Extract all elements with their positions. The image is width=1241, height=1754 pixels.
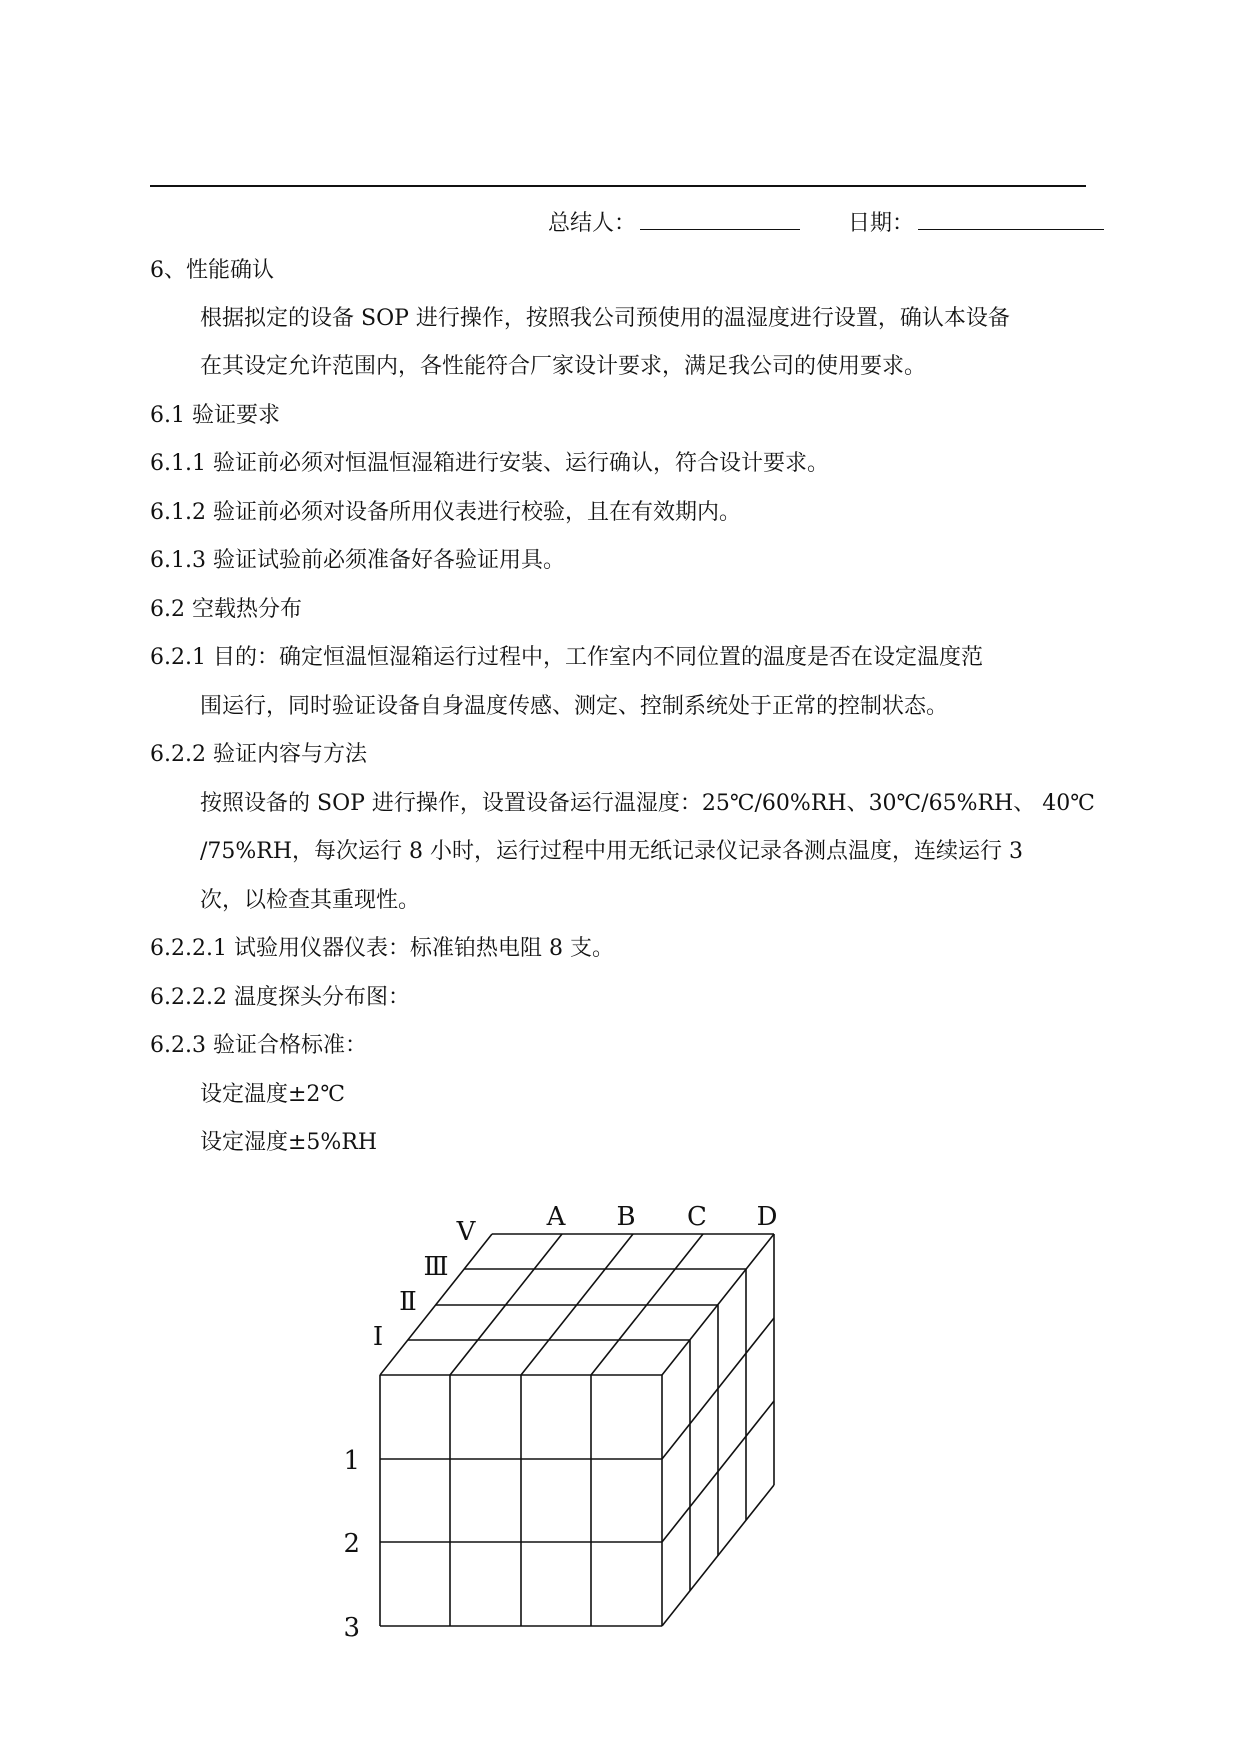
date-label: 日期：: [848, 211, 915, 236]
layer-labels: [373, 1217, 477, 1352]
cube-front-face: [380, 1375, 662, 1626]
item-6-1-1: 6.1.1 验证前必须对恒温恒湿箱进行安装、运行确认，符合设计要求。: [150, 451, 829, 476]
item-6-1-3: 6.1.3 验证试验前必须准备好各验证用具。: [150, 548, 565, 573]
paragraph-line: 根据拟定的设备 SOP 进行操作，按照我公司预使用的温湿度进行设置，确认本设备: [200, 306, 1010, 331]
criterion-temperature: 设定温度±2℃: [200, 1082, 346, 1107]
layer-label: Ⅲ: [423, 1252, 449, 1282]
column-label-b: B: [616, 1202, 636, 1232]
column-labels: [546, 1202, 778, 1232]
paragraph-line: /75%RH，每次运行 8 小时，运行过程中用无纸记录仪记录各测点温度，连续运行 3: [200, 839, 1024, 864]
row-label-1: 1: [343, 1446, 360, 1476]
column-label-c: C: [687, 1202, 707, 1232]
section-heading-6-1: 6.1 验证要求: [150, 403, 280, 428]
item-6-2-1: 6.2.1 目的：确定恒温恒湿箱运行过程中，工作室内不同位置的温度是否在设定温度范: [150, 645, 983, 670]
column-label-d: D: [756, 1202, 778, 1232]
criterion-humidity: 设定湿度±5%RH: [200, 1130, 378, 1155]
layer-label: Ⅰ: [372, 1322, 384, 1352]
item-6-1-2: 6.1.2 验证前必须对设备所用仪表进行校验，且在有效期内。: [150, 500, 741, 525]
header-rule: [150, 185, 1086, 187]
column-label-a: A: [546, 1202, 566, 1232]
date-signature: [848, 206, 1104, 237]
paragraph-line: 次，以检查其重现性。: [200, 888, 421, 913]
section-heading-6: 6、性能确认: [150, 258, 274, 283]
section-heading-6-2: 6.2 空载热分布: [150, 597, 302, 622]
row-label-2: 2: [343, 1529, 360, 1559]
row-labels: [343, 1446, 360, 1643]
layer-label: Ⅴ: [456, 1217, 476, 1247]
paragraph-line: 围运行，同时验证设备自身温度传感、测定、控制系统处于正常的控制状态。: [200, 694, 949, 719]
item-6-2-2-2: 6.2.2.2 温度探头分布图：: [150, 985, 410, 1010]
date-blank: [918, 209, 1104, 230]
summarizer-blank: [640, 209, 800, 230]
cube-right-face: [662, 1234, 774, 1626]
item-6-2-2: 6.2.2 验证内容与方法: [150, 742, 367, 767]
summarizer-signature: [548, 206, 800, 237]
probe-distribution-diagram: [330, 1190, 870, 1650]
paragraph-line: 在其设定允许范围内，各性能符合厂家设计要求，满足我公司的使用要求。: [200, 354, 927, 379]
item-6-2-2-1: 6.2.2.1 试验用仪器仪表：标准铂热电阻 8 支。: [150, 936, 614, 961]
item-6-2-3: 6.2.3 验证合格标准：: [150, 1033, 367, 1058]
summarizer-label: 总结人：: [548, 211, 637, 236]
layer-label: Ⅱ: [399, 1287, 417, 1317]
paragraph-line: 按照设备的 SOP 进行操作，设置设备运行温湿度：25℃/60%RH、30℃/65%RH、 40℃: [200, 791, 1095, 816]
row-label-3: 3: [343, 1613, 360, 1643]
